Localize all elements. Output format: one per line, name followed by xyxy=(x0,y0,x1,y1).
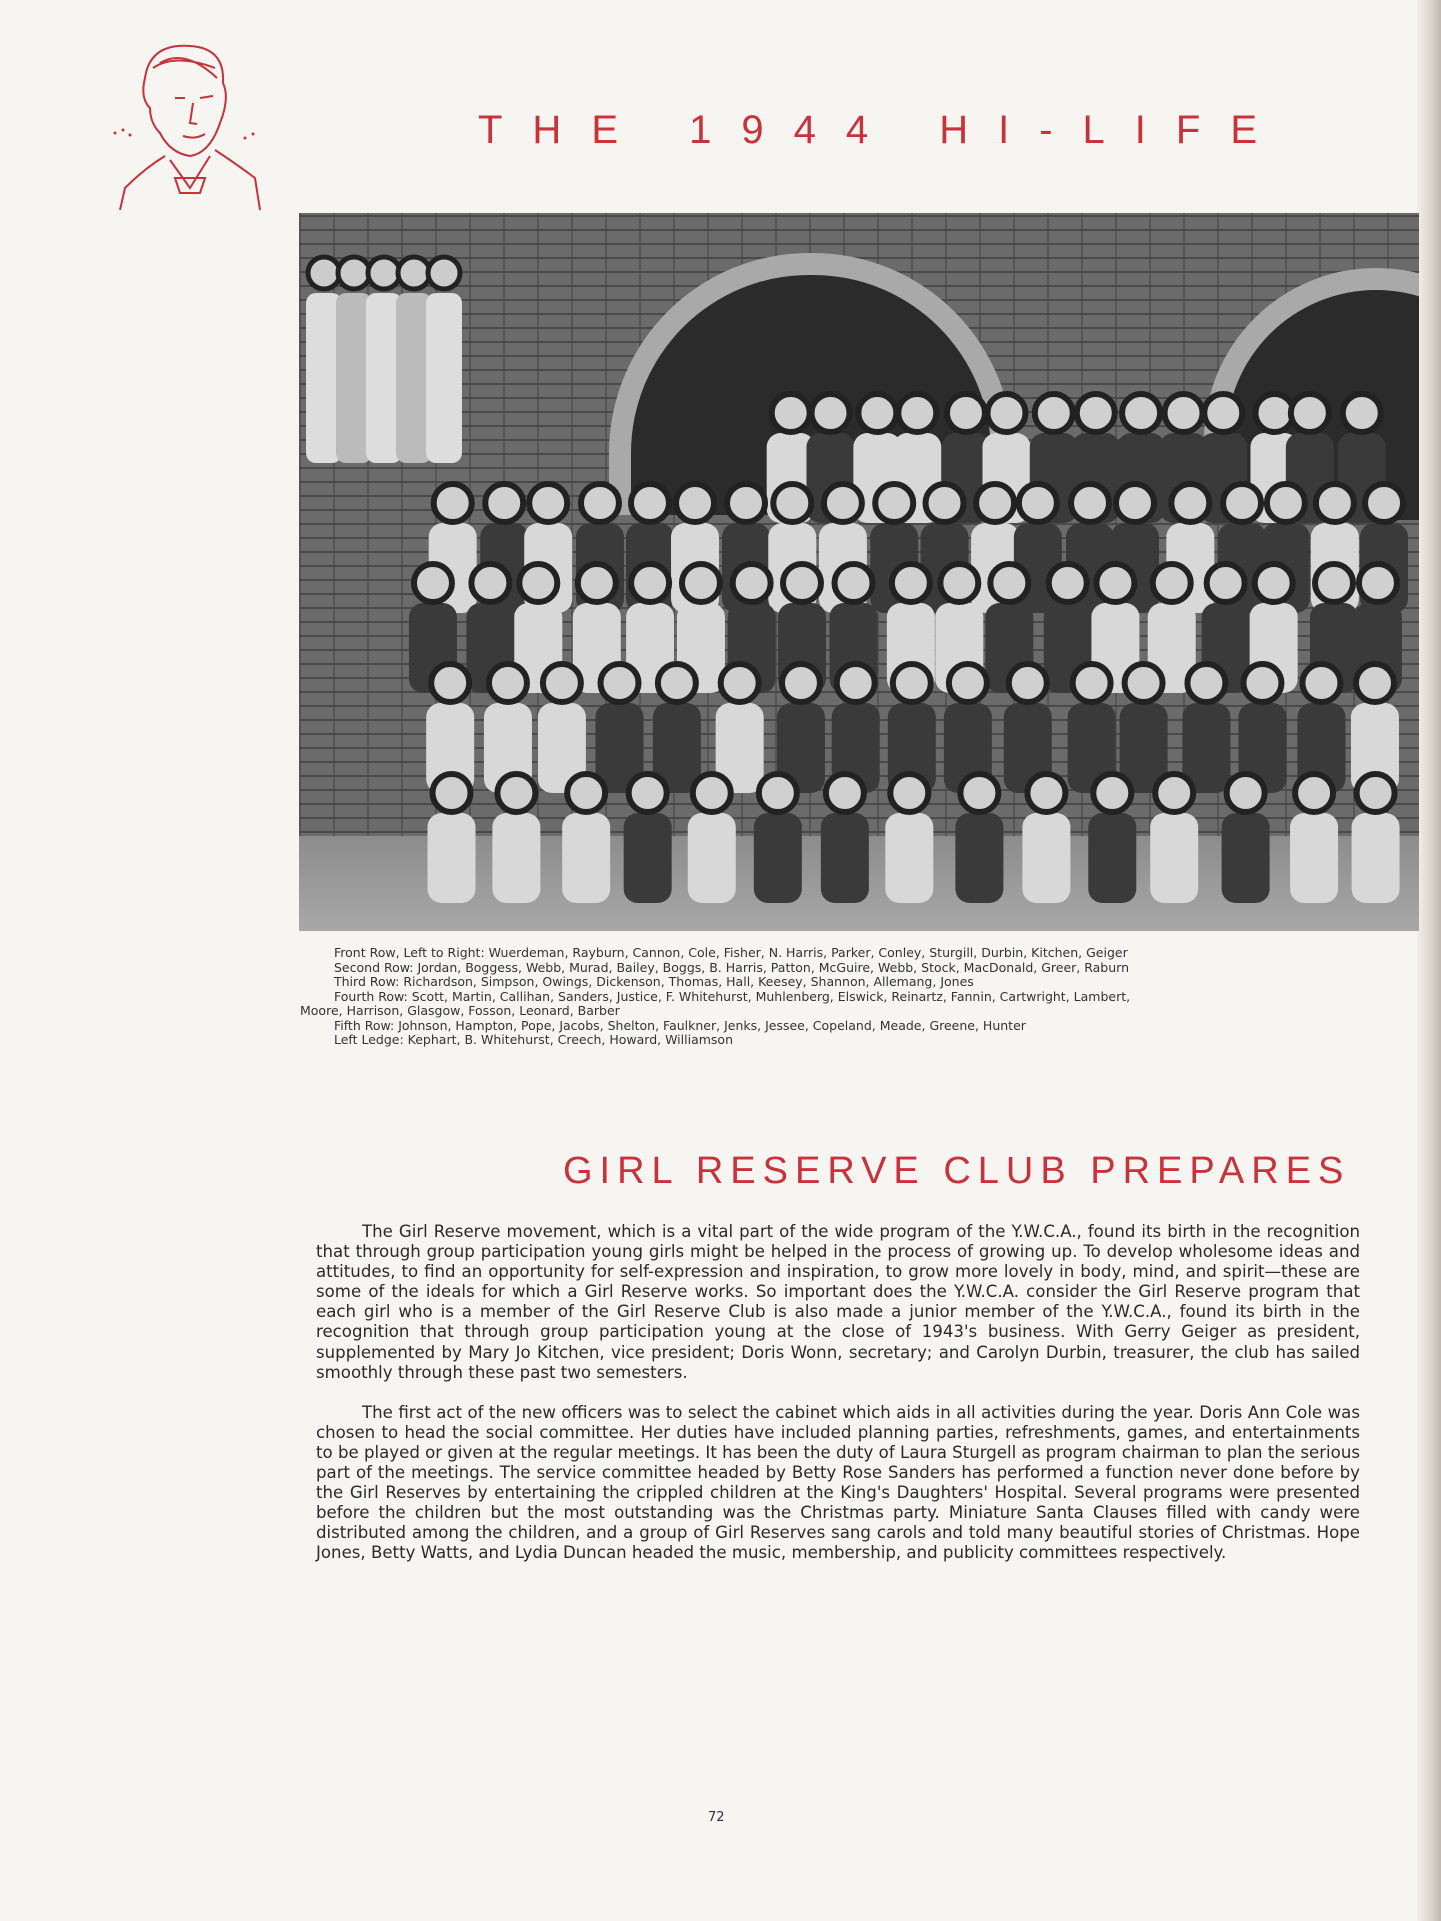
photo-person xyxy=(426,293,462,463)
photo-person-head xyxy=(631,484,669,522)
photo-person-head xyxy=(990,564,1028,602)
photo-person-head xyxy=(581,484,619,522)
photo-person xyxy=(955,813,1003,903)
photo-person-head xyxy=(1049,564,1087,602)
photo-person-head xyxy=(947,394,985,432)
photo-person-head xyxy=(489,664,527,702)
photo-person-head xyxy=(1155,774,1193,812)
photo-person-head xyxy=(875,484,913,522)
photo-person-head xyxy=(629,774,667,812)
photo-person-head xyxy=(529,484,567,522)
page-binding-shadow xyxy=(1417,0,1441,1921)
photo-caption xyxy=(300,946,1380,1048)
photo-person-head xyxy=(826,774,864,812)
photo-person-head xyxy=(1204,394,1242,432)
photo-person-head xyxy=(1027,774,1065,812)
photo-person-head xyxy=(676,484,714,522)
photo-person-head xyxy=(721,664,759,702)
photo-person-head xyxy=(1255,564,1293,602)
photo-person-head xyxy=(433,774,471,812)
caption-line: Moore, Harrison, Glasgow, Fosson, Leonard, Barber xyxy=(300,1003,620,1018)
photo-person-head xyxy=(837,664,875,702)
photo-person-head xyxy=(1302,664,1340,702)
photo-person xyxy=(688,813,736,903)
portrait-sketch-icon xyxy=(105,38,265,213)
photo-person-head xyxy=(898,394,936,432)
photo-person-head xyxy=(431,664,469,702)
photo-person-head xyxy=(1093,774,1131,812)
photo-person-head xyxy=(949,664,987,702)
group-photo xyxy=(299,213,1419,931)
caption-line: Fourth Row: Scott, Martin, Callihan, Sanders, Justice, F. Whitehurst, Muhlenberg, Elswick, Reinartz, Fannin, Cartwright, Lambert, xyxy=(334,988,1131,1004)
photo-person xyxy=(492,813,540,903)
photo-person-head xyxy=(368,257,400,289)
caption-line: Second Row: Jordan, Boggess, Webb, Murad, Bailey, Boggs, B. Harris, Patton, McGuire, Webb, Stock, MacDonald, Greer, Raburn xyxy=(334,959,1129,975)
photo-person-head xyxy=(578,564,616,602)
photo-person xyxy=(428,813,476,903)
photo-person xyxy=(885,813,933,903)
photo-person-head xyxy=(1243,664,1281,702)
photo-person-head xyxy=(727,484,765,522)
photo-person-head xyxy=(682,564,720,602)
photo-person-head xyxy=(471,564,509,602)
photo-person-head xyxy=(414,564,452,602)
photo-person-head xyxy=(1187,664,1225,702)
photo-person-head xyxy=(782,664,820,702)
photo-person-head xyxy=(1077,394,1115,432)
photo-person-head xyxy=(1357,774,1395,812)
photo-person-head xyxy=(893,664,931,702)
photo-person-head xyxy=(1035,394,1073,432)
photo-person-head xyxy=(783,564,821,602)
photo-person xyxy=(1088,813,1136,903)
photo-person-head xyxy=(519,564,557,602)
photo-person-head xyxy=(601,664,639,702)
photo-person-head xyxy=(1356,664,1394,702)
photo-person-head xyxy=(1207,564,1245,602)
photo-person-head xyxy=(1315,564,1353,602)
photo-person-head xyxy=(1343,394,1381,432)
article-paragraph: The Girl Reserve movement, which is a vital part of the wide program of the Y.W.C.A., found its birth in the recognition that through group participation young girls might be helped in the process of growing up. To develop wholesome ideas and attitudes, to find an opportunity for self-expression and inspiration, to grow more lovely in body, mind, and spirit—these are some of the ideals for which a Girl Reserve works. So important does the Y.W.C.A. consider the Girl Reserve program that each girl who is a member of the Girl Reserve Club is also made a junior member of the Y.W.C.A., found its birth in the recognition that through group participation young at the close of 1943's business. With Gerry Geiger as president, supplemented by Mary Jo Kitchen, vice president; Doris Wonn, secretary; and Carolyn Durbin, treasurer, the club has sailed smoothly through these past two semesters. xyxy=(316,1222,1360,1382)
photo-person xyxy=(1222,813,1270,903)
photo-person-head xyxy=(1295,774,1333,812)
photo-person-head xyxy=(338,257,370,289)
photo-person-head xyxy=(1071,484,1109,522)
photo-person-head xyxy=(733,564,771,602)
photo-person xyxy=(1150,813,1198,903)
photo-person-head xyxy=(308,257,340,289)
photo-person-head xyxy=(398,257,430,289)
photo-person-head xyxy=(1019,484,1057,522)
photo-person-head xyxy=(1096,564,1134,602)
photo-crowd xyxy=(299,213,1419,931)
photo-person-head xyxy=(485,484,523,522)
photo-person-head xyxy=(434,484,472,522)
photo-person-head xyxy=(1365,484,1403,522)
photo-person-head xyxy=(1122,394,1160,432)
photo-person-head xyxy=(940,564,978,602)
photo-person-head xyxy=(1255,394,1293,432)
photo-person-head xyxy=(1125,664,1163,702)
photo-person-head xyxy=(693,774,731,812)
photo-person-head xyxy=(1359,564,1397,602)
photo-person-head xyxy=(772,394,810,432)
photo-person-head xyxy=(658,664,696,702)
photo-person xyxy=(821,813,869,903)
caption-line: Left Ledge: Kephart, B. Whitehurst, Creech, Howard, Williamson xyxy=(334,1032,733,1047)
photo-person-head xyxy=(497,774,535,812)
photo-person-head xyxy=(892,564,930,602)
photo-person-head xyxy=(976,484,1014,522)
photo-person-head xyxy=(1267,484,1305,522)
photo-person-head xyxy=(890,774,928,812)
caption-line: Third Row: Richardson, Simpson, Owings, Dickenson, Thomas, Hall, Keesey, Shannon, Allemang, Jones xyxy=(334,974,974,989)
photo-person-head xyxy=(987,394,1025,432)
photo-person-head xyxy=(858,394,896,432)
photo-person-head xyxy=(1223,484,1261,522)
page-number: 72 xyxy=(708,1810,725,1825)
photo-person-head xyxy=(1073,664,1111,702)
article-paragraph: The first act of the new officers was to select the cabinet which aids in all activities during the year. Doris Ann Cole was chosen to head the social committee. Her duties have included planning parties, refreshments, games, and entertainments to be played or given at the regular meetings. It has been the duty of Laura Sturgell as program chairman to plan the serious part of the meetings. The service committee headed by Betty Rose Sanders has performed a function never done before by the Girl Reserves by entertaining the crippled children at the King's Daughters' Hospital. Several programs were presented before the children but the most outstanding was the Christmas party. Miniature Santa Clauses filled with candy were distributed among the children, and a group of Girl Reserves sang carols and told many beautiful stories of Christmas. Hope Jones, Betty Watts, and Lydia Duncan headed the music, membership, and publicity committees respectively. xyxy=(316,1402,1360,1563)
photo-person xyxy=(624,813,672,903)
page-title: THE 1944 HI-LIFE xyxy=(478,108,1288,152)
article-body xyxy=(316,1222,1360,1584)
caption-line: Front Row, Left to Right: Wuerdeman, Rayburn, Cannon, Cole, Fisher, N. Harris, Parker, Conley, Sturgill, Durbin, Kitchen, Geiger xyxy=(334,945,1128,960)
photo-person xyxy=(1290,813,1338,903)
photo-person xyxy=(754,813,802,903)
photo-person-head xyxy=(926,484,964,522)
photo-person xyxy=(1352,813,1400,903)
photo-person-head xyxy=(759,774,797,812)
photo-person-head xyxy=(1153,564,1191,602)
photo-person-head xyxy=(1165,394,1203,432)
photo-person-head xyxy=(1227,774,1265,812)
photo-person-head xyxy=(428,257,460,289)
photo-person-head xyxy=(1316,484,1354,522)
photo-person xyxy=(562,813,610,903)
photo-person-head xyxy=(1009,664,1047,702)
photo-person-head xyxy=(543,664,581,702)
photo-person-head xyxy=(1291,394,1329,432)
article-heading: GIRL RESERVE CLUB PREPARES xyxy=(563,1150,1351,1192)
photo-person-head xyxy=(567,774,605,812)
photo-person-head xyxy=(773,484,811,522)
photo-person-head xyxy=(835,564,873,602)
photo-person-head xyxy=(812,394,850,432)
photo-person-head xyxy=(960,774,998,812)
photo-person-head xyxy=(631,564,669,602)
photo-person-head xyxy=(1116,484,1154,522)
photo-person-head xyxy=(1171,484,1209,522)
caption-line: Fifth Row: Johnson, Hampton, Pope, Jacobs, Shelton, Faulkner, Jenks, Jessee, Copeland, Meade, Greene, Hunter xyxy=(334,1017,1026,1033)
photo-person-head xyxy=(824,484,862,522)
photo-person xyxy=(1022,813,1070,903)
